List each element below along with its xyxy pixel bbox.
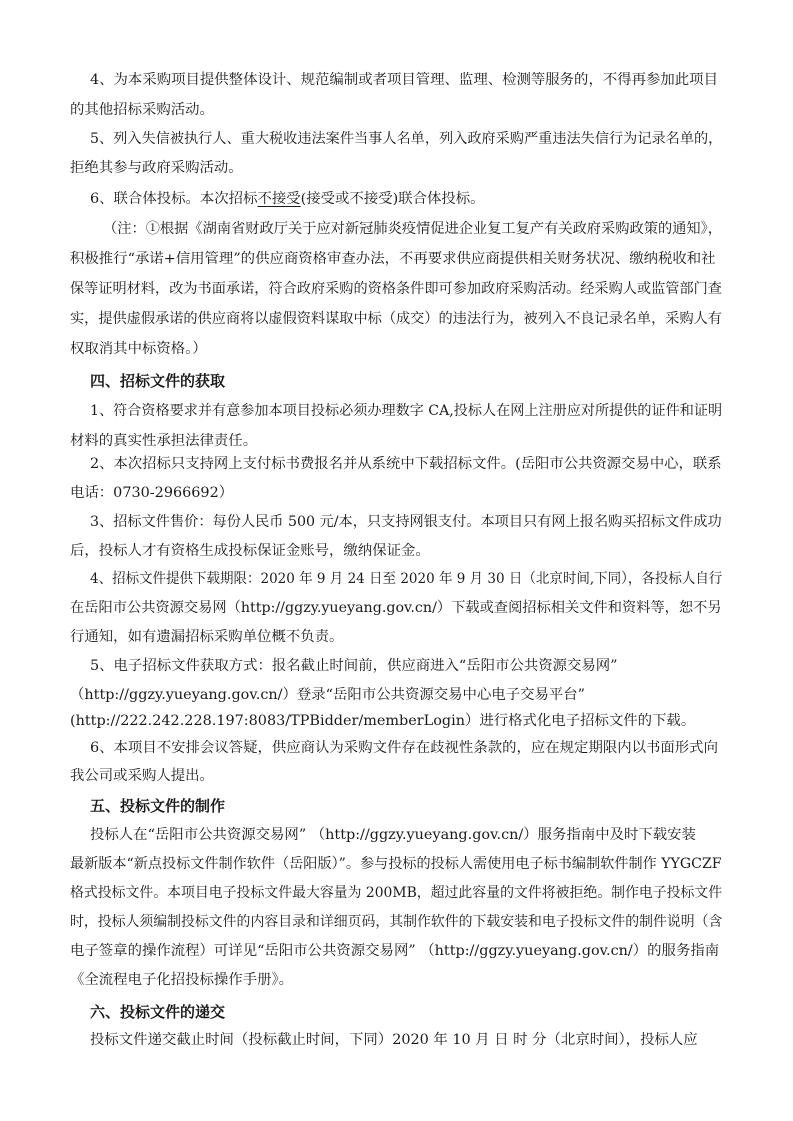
item-5-line-2: 拒绝其参与政府采购活动。 [70,160,243,176]
s5-line-5: 电子签章的操作流程）可详见“岳阳市公共资源交易网” （http://ggzy.yueyang.gov.cn/）的服务指南 [70,943,720,959]
section-5-heading: 五、投标文件的制作 [90,797,226,815]
s5-line-6: 《全流程电子化招投标操作手册》。 [70,972,294,988]
note-line-5: 权取消其中标资格。） [70,341,207,357]
s4-p1-line-2: 材料的真实性承担法律责任。 [70,433,258,449]
s4-p3-line-1: 3、招标文件售价：每份人民币 500 元/本，只支持网银支付。本项目只有网上报名购买招标文件成功 [90,514,722,530]
s4-p5-line-2: （http://ggzy.yueyang.gov.cn/）登录“岳阳市公共资源交易中心电子交易平台” [70,687,586,703]
s4-p2-line-2: 电话：0730-2966692） [70,485,234,501]
s4-p2-line-1: 2、本次招标只支持网上支付标书费报名并从系统中下载招标文件。(岳阳市公共资源交易中心，联系 [90,456,722,472]
s4-p1-line-1: 1、符合资格要求并有意参加本项目投标必须办理数字 CA,投标人在网上注册应对所提供的证件和证明 [90,403,723,419]
s6-line-1: 投标文件递交截止时间（投标截止时间，下同）2020 年 10 月 日 时 分（北京时间），投标人应 [90,1032,698,1048]
s5-line-2: 最新版本“新点投标文件制作软件（岳阳版）”。参与投标的投标人需使用电子标书编制软件制作 YYGCZF [70,856,722,872]
s4-p4-line-3: 行通知，如有遗漏招标采购单位概不负责。 [70,629,344,645]
s4-p6-line-2: 我公司或采购人提出。 [70,768,214,784]
s5-line-3: 格式投标文件。本项目电子投标文件最大容量为 200MB，超过此容量的文件将被拒绝。制作电子投标文件 [70,885,723,901]
note-line-3: 保等证明材料，改为书面承诺，符合政府采购的资格条件即可参加政府采购活动。经采购人或监管部门查 [70,281,722,297]
s4-p3-line-2: 后，投标人才有资格生成投标保证金账号，缴纳保证金。 [70,543,430,559]
item-5-line-1: 5、列入失信被执行人、重大税收违法案件当事人名单，列入政府采购严重违法失信行为记录名单的， [90,131,723,147]
section-4-heading: 四、招标文件的获取 [90,372,226,390]
item-6-line [90,190,485,208]
note-line-4: 实，提供虚假承诺的供应商将以虚假资料谋取中标（成交）的违法行为，被列入不良记录名单，采购人有 [70,311,722,327]
note-line-2: 积极推行“承诺+信用管理”的供应商资格审查办法，不再要求供应商提供相关财务状况、缴纳税收和社 [70,251,716,267]
s5-line-1: 投标人在“岳阳市公共资源交易网” （http://ggzy.yueyang.gov.cn/）服务指南中及时下载安装 [90,827,696,843]
consortium-value: 不接受 [257,191,301,207]
s4-p4-line-2: 在岳阳市公共资源交易网（http://ggzy.yueyang.gov.cn/）下载或查阅招标相关文件和资料等，恕不另 [70,600,722,616]
item-4-line-1: 4、为本采购项目提供整体设计、规范编制或者项目管理、监理、检测等服务的，不得再参加此项目 [90,72,718,88]
item-4-line-2: 的其他招标采购活动。 [70,102,214,118]
s4-p5-line-1: 5、电子招标文件获取方式：报名截止时间前，供应商进入“岳阳市公共资源交易网” [90,658,618,674]
note-line-1: （注：①根据《湖南省财政厅关于应对新冠肺炎疫情促进企业复工复产有关政府采购政策的通知》， [103,221,722,237]
item-6-prefix: 6、联合体投标。本次招标 [90,191,258,207]
item-6-suffix: (接受或不接受)联合体投标。 [300,191,485,207]
s4-p5-line-3: (http://222.242.228.197:8083/TPBidder/memberLogin）进行格式化电子招标文件的下载。 [70,713,696,729]
s4-p6-line-1: 6、本项目不安排会议答疑，供应商认为采购文件存在歧视性条款的，应在规定期限内以书面形式向 [90,740,718,756]
section-6-heading: 六、投标文件的递交 [90,1003,226,1021]
s5-line-4: 时，投标人须编制投标文件的内容目录和详细页码，其制作软件的下载安装和电子投标文件的制件说明（含 [70,914,723,930]
s4-p4-line-1: 4、招标文件提供下载期限：2020 年 9 月 24 日至 2020 年 9 月 30 日（北京时间,下同），各投标人自行 [90,571,723,587]
